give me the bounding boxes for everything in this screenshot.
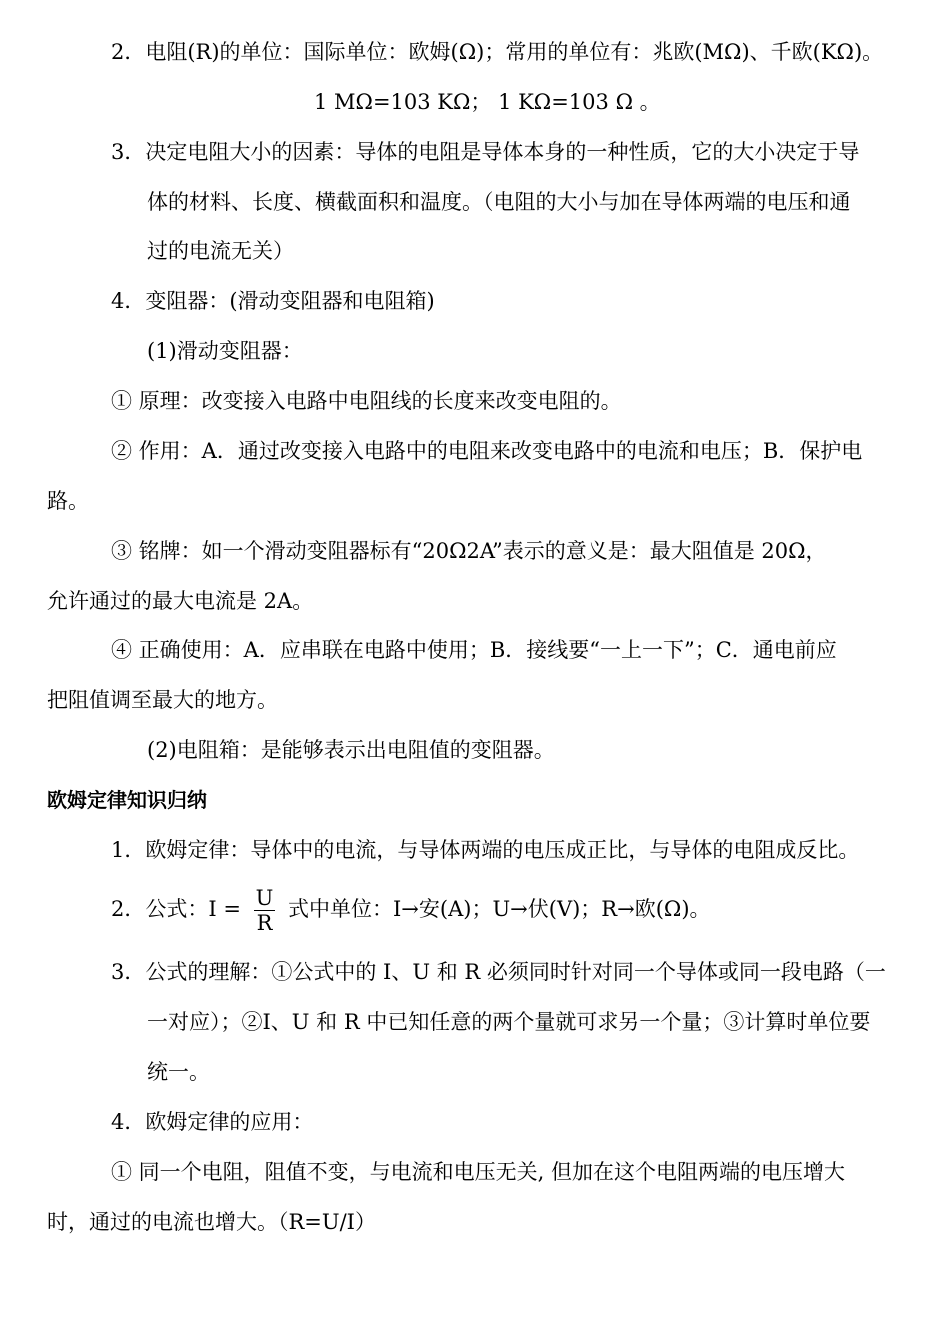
text-line: (2)电阻箱：是能够表示出电阻值的变阻器。 bbox=[147, 738, 555, 762]
text-line: 1．欧姆定律：导体中的电流，与导体两端的电压成正比，与导体的电阻成反比。 bbox=[111, 838, 860, 862]
text-line: 时，通过的电流也增大。（R=U/I） bbox=[47, 1210, 376, 1234]
fraction-denominator: R bbox=[256, 911, 273, 935]
text-line: 过的电流无关） bbox=[147, 239, 294, 263]
unit-conversion-line: 1 MΩ=103 KΩ； 1 KΩ=103 Ω 。 bbox=[314, 90, 661, 114]
text-line: ① 同一个电阻，阻值不变，与电流和电压无关, 但加在这个电阻两端的电压增大 bbox=[111, 1160, 846, 1184]
text-line: 体的材料、长度、横截面积和温度。（电阻的大小与加在导体两端的电压和通 bbox=[147, 190, 851, 214]
text-line: ① 原理：改变接入电路中电阻线的长度来改变电阻的。 bbox=[111, 389, 622, 413]
formula-suffix: 式中单位：I→安(A)；U→伏(V)；R→欧(Ω)。 bbox=[288, 897, 711, 921]
text-line: 一对应）；②I、U 和 R 中已知任意的两个量就可求另一个量；③计算时单位要 bbox=[147, 1010, 871, 1034]
text-line: ③ 铭牌：如一个滑动变阻器标有“20Ω2A”表示的意义是：最大阻值是 20Ω， bbox=[111, 539, 827, 563]
text-line: 3．决定电阻大小的因素：导体的电阻是导体本身的一种性质，它的大小决定于导 bbox=[111, 140, 860, 164]
text-line: (1)滑动变阻器： bbox=[147, 339, 303, 363]
text-line: 4．欧姆定律的应用： bbox=[111, 1110, 314, 1134]
text-line: ④ 正确使用：A．应串联在电路中使用；B．接线要“一上一下”；C．通电前应 bbox=[111, 638, 837, 662]
text-line: 统一。 bbox=[147, 1060, 210, 1084]
text-line: 允许通过的最大电流是 2A。 bbox=[47, 589, 314, 613]
formula-line bbox=[111, 884, 711, 935]
section-heading: 欧姆定律知识归纳 bbox=[47, 788, 207, 812]
text-line: 把阻值调至最大的地方。 bbox=[47, 688, 278, 712]
fraction bbox=[254, 886, 276, 935]
text-line: 路。 bbox=[47, 489, 89, 513]
text-line: 3．公式的理解：①公式中的 I、U 和 R 必须同时针对同一个导体或同一段电路（一 bbox=[111, 960, 886, 984]
text-line: 4．变阻器：(滑动变阻器和电阻箱) bbox=[111, 289, 435, 313]
text-line: 2．电阻(R)的单位：国际单位：欧姆(Ω)；常用的单位有：兆欧(MΩ)、千欧(KΩ)。 bbox=[111, 40, 884, 64]
formula-prefix: 2．公式：I = bbox=[111, 897, 241, 921]
text-line: ② 作用：A．通过改变接入电路中的电阻来改变电路中的电流和电压；B．保护电 bbox=[111, 439, 863, 463]
fraction-numerator: U bbox=[255, 886, 274, 910]
